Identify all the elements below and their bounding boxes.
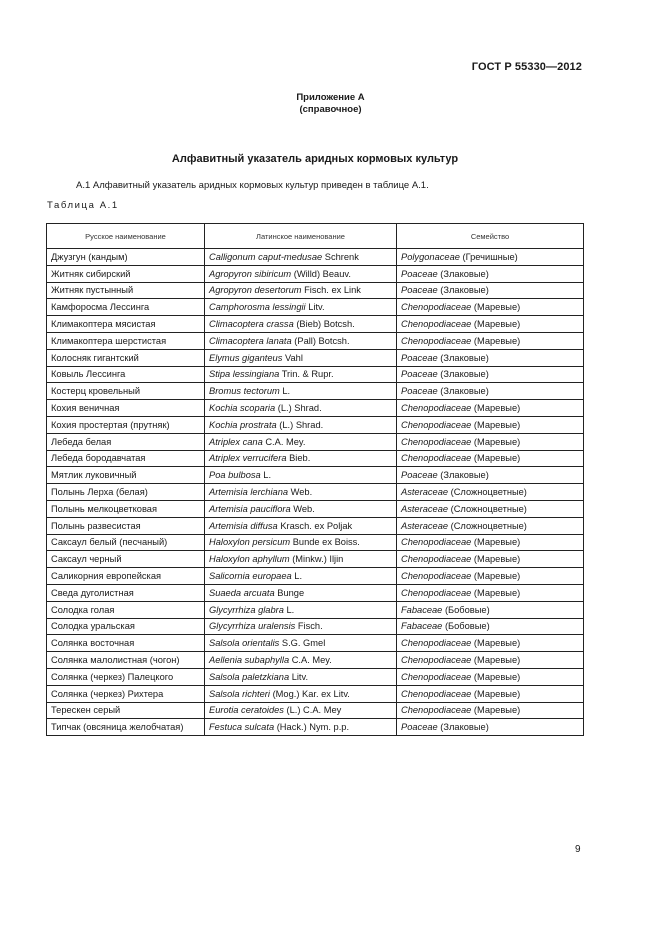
- table-row: [47, 584, 584, 601]
- appendix-title: Приложение А: [296, 92, 365, 103]
- russian-name-cell: [47, 400, 205, 417]
- latin-name-cell: [205, 282, 397, 299]
- latin-author: Bieb.: [286, 453, 311, 464]
- latin-author: (L.) C.A. Mey: [283, 705, 342, 716]
- family-latin: Poaceae: [401, 470, 438, 481]
- table-row: [47, 450, 584, 467]
- family-russian: (Злаковые): [437, 352, 489, 363]
- latin-name-cell: [205, 685, 397, 702]
- family-latin: Chenopodiaceae: [401, 319, 472, 330]
- family-cell: [397, 332, 584, 349]
- table-row: [47, 366, 584, 383]
- latin-binomial: Poa bulbosa: [209, 470, 261, 481]
- family-cell: [397, 299, 584, 316]
- russian-name: Полынь мелкоцветковая: [51, 503, 157, 514]
- family-russian: (Сложноцветные): [448, 520, 527, 531]
- latin-name-cell: [205, 517, 397, 534]
- latin-author: Fisch. ex Link: [301, 285, 361, 296]
- latin-binomial: Climacoptera lanata: [209, 335, 292, 346]
- table-row: [47, 316, 584, 333]
- russian-name-cell: [47, 265, 205, 282]
- family-russian: (Злаковые): [437, 369, 489, 380]
- russian-name-cell: [47, 366, 205, 383]
- latin-name-cell: [205, 249, 397, 266]
- latin-author: (Bieb) Botcsh.: [293, 319, 355, 330]
- russian-name: Ковыль Лессинга: [51, 369, 126, 380]
- family-cell: [397, 467, 584, 484]
- family-russian: (Бобовые): [442, 604, 490, 615]
- latin-name-cell: [205, 400, 397, 417]
- family-latin: Chenopodiaceae: [401, 302, 472, 313]
- latin-author: (Hack.) Nym. p.p.: [274, 722, 350, 733]
- latin-author: (L.) Shrad.: [275, 403, 322, 414]
- latin-name-cell: [205, 635, 397, 652]
- latin-binomial: Glycyrrhiza glabra: [209, 604, 284, 615]
- latin-name-cell: [205, 316, 397, 333]
- latin-name-cell: [205, 467, 397, 484]
- family-latin: Poaceae: [401, 285, 438, 296]
- russian-name: Полынь Лерха (белая): [51, 487, 148, 498]
- family-russian: (Маревые): [471, 655, 521, 666]
- family-latin: Chenopodiaceae: [401, 705, 472, 716]
- latin-author: L.: [283, 604, 295, 615]
- russian-name-cell: [47, 618, 205, 635]
- table-row: [47, 265, 584, 282]
- latin-name-cell: [205, 668, 397, 685]
- column-header-family: Семейство: [397, 224, 584, 249]
- latin-binomial: Climacoptera crassa: [209, 319, 294, 330]
- family-russian: (Сложноцветные): [448, 487, 527, 498]
- russian-name-cell: [47, 282, 205, 299]
- table-row: [47, 349, 584, 366]
- russian-name: Солодка уральская: [51, 621, 135, 632]
- family-cell: [397, 517, 584, 534]
- russian-name-cell: [47, 349, 205, 366]
- table-row: [47, 484, 584, 501]
- russian-name: Солянка восточная: [51, 638, 135, 649]
- table-row: [47, 685, 584, 702]
- latin-author: Litv.: [305, 302, 325, 313]
- family-russian: (Злаковые): [437, 386, 489, 397]
- family-cell: [397, 400, 584, 417]
- table-row: [47, 568, 584, 585]
- table-label: Таблица А.1: [47, 200, 119, 211]
- russian-name: Климакоптера шерстистая: [51, 335, 167, 346]
- latin-binomial: Eurotia ceratoides: [209, 705, 284, 716]
- latin-binomial: Salsola paletzkiana: [209, 671, 290, 682]
- latin-binomial: Stipa lessingiana: [209, 369, 280, 380]
- latin-author: C.A. Mey.: [289, 655, 332, 666]
- family-cell: [397, 500, 584, 517]
- family-russian: (Маревые): [471, 571, 521, 582]
- russian-name-cell: [47, 652, 205, 669]
- russian-name: Лебеда бородавчатая: [51, 453, 146, 464]
- column-header-latin: Латинское наименование: [205, 224, 397, 249]
- latin-binomial: Haloxylon aphyllum: [209, 554, 290, 565]
- table-row: [47, 534, 584, 551]
- table-row: [47, 601, 584, 618]
- family-latin: Fabaceae: [401, 604, 443, 615]
- russian-name: Терескен серый: [51, 705, 121, 716]
- russian-name-cell: [47, 702, 205, 719]
- latin-name-cell: [205, 652, 397, 669]
- latin-binomial: Agropyron desertorum: [209, 285, 302, 296]
- family-russian: (Маревые): [471, 688, 521, 699]
- family-cell: [397, 349, 584, 366]
- latin-name-cell: [205, 568, 397, 585]
- latin-binomial: Salicornia europaea: [209, 571, 292, 582]
- russian-name: Кохия простертая (прутняк): [51, 419, 170, 430]
- latin-name-cell: [205, 484, 397, 501]
- russian-name-cell: [47, 416, 205, 433]
- table-row: [47, 249, 584, 266]
- russian-name: Климакоптера мясистая: [51, 319, 156, 330]
- family-latin: Chenopodiaceae: [401, 638, 472, 649]
- table-row: [47, 299, 584, 316]
- family-cell: [397, 635, 584, 652]
- latin-author: Web.: [290, 503, 315, 514]
- family-latin: Chenopodiaceae: [401, 403, 472, 414]
- family-russian: (Маревые): [471, 671, 521, 682]
- family-cell: [397, 601, 584, 618]
- family-russian: (Маревые): [471, 335, 521, 346]
- russian-name: Саксаул белый (песчаный): [51, 537, 168, 548]
- latin-author: Trin. & Rupr.: [279, 369, 334, 380]
- russian-name-cell: [47, 467, 205, 484]
- latin-name-cell: [205, 349, 397, 366]
- table-row: [47, 702, 584, 719]
- table-row: [47, 618, 584, 635]
- latin-author: (Mog.) Kar. ex Litv.: [269, 688, 350, 699]
- family-russian: (Маревые): [471, 638, 521, 649]
- family-latin: Chenopodiaceae: [401, 537, 472, 548]
- document-code: ГОСТ Р 55330—2012: [471, 61, 582, 73]
- latin-name-cell: [205, 366, 397, 383]
- latin-binomial: Aellenia subaphylla: [209, 655, 290, 666]
- latin-name-cell: [205, 601, 397, 618]
- table-row: [47, 282, 584, 299]
- family-latin: Chenopodiaceae: [401, 453, 472, 464]
- russian-name-cell: [47, 719, 205, 736]
- table-body: [47, 249, 584, 736]
- table-row: [47, 719, 584, 736]
- family-russian: (Маревые): [471, 453, 521, 464]
- table-row: [47, 500, 584, 517]
- family-russian: (Маревые): [471, 705, 521, 716]
- family-russian: (Маревые): [471, 403, 521, 414]
- latin-binomial: Bromus tectorum: [209, 386, 280, 397]
- russian-name-cell: [47, 584, 205, 601]
- latin-name-cell: [205, 450, 397, 467]
- russian-name: Типчак (овсяница желобчатая): [51, 722, 184, 733]
- family-latin: Fabaceae: [401, 621, 443, 632]
- russian-name-cell: [47, 332, 205, 349]
- family-latin: Chenopodiaceae: [401, 671, 472, 682]
- family-russian: (Злаковые): [437, 470, 489, 481]
- latin-name-cell: [205, 332, 397, 349]
- latin-name-cell: [205, 265, 397, 282]
- russian-name: Камфоросма Лессинга: [51, 302, 150, 313]
- family-latin: Chenopodiaceae: [401, 688, 472, 699]
- russian-name-cell: [47, 668, 205, 685]
- table-row: [47, 400, 584, 417]
- family-cell: [397, 668, 584, 685]
- family-latin: Poaceae: [401, 386, 438, 397]
- family-latin: Chenopodiaceae: [401, 587, 472, 598]
- latin-author: Bunde ex Boiss.: [290, 537, 360, 548]
- russian-name: Полынь развесистая: [51, 520, 141, 531]
- latin-author: Fisch.: [295, 621, 323, 632]
- family-cell: [397, 265, 584, 282]
- russian-name: Саксаул черный: [51, 554, 122, 565]
- russian-name: Сведа дуголистная: [51, 587, 134, 598]
- latin-binomial: Festuca sulcata: [209, 722, 275, 733]
- latin-binomial: Atriplex verrucifera: [209, 453, 287, 464]
- latin-author: L.: [291, 571, 303, 582]
- section-heading: Алфавитный указатель аридных кормовых культур: [171, 153, 459, 165]
- latin-binomial: Suaeda arcuata: [209, 587, 275, 598]
- russian-name-cell: [47, 383, 205, 400]
- russian-name-cell: [47, 316, 205, 333]
- family-latin: Polygonaceae: [401, 251, 460, 262]
- family-cell: [397, 568, 584, 585]
- family-latin: Chenopodiaceae: [401, 335, 472, 346]
- table-row: [47, 635, 584, 652]
- latin-binomial: Salsola orientalis: [209, 638, 280, 649]
- family-russian: (Маревые): [471, 319, 521, 330]
- russian-name-cell: [47, 517, 205, 534]
- latin-author: (Willd) Beauv.: [291, 268, 351, 279]
- russian-name-cell: [47, 299, 205, 316]
- family-latin: Asteraceae: [401, 487, 449, 498]
- russian-name: Солодка голая: [51, 604, 115, 615]
- latin-name-cell: [205, 416, 397, 433]
- russian-name: Солянка (черкез) Палецкого: [51, 671, 174, 682]
- latin-binomial: Elymus giganteus: [209, 352, 283, 363]
- latin-name-cell: [205, 702, 397, 719]
- table-row: [47, 332, 584, 349]
- family-latin: Asteraceae: [401, 503, 449, 514]
- latin-name-cell: [205, 534, 397, 551]
- latin-name-cell: [205, 433, 397, 450]
- latin-author: (Minkw.) Iljin: [289, 554, 344, 565]
- russian-name-cell: [47, 635, 205, 652]
- russian-name: Лебеда белая: [51, 436, 112, 447]
- family-cell: [397, 584, 584, 601]
- family-cell: [397, 249, 584, 266]
- family-russian: (Маревые): [471, 537, 521, 548]
- appendix-subtitle: (справочное): [299, 104, 362, 115]
- russian-name-cell: [47, 433, 205, 450]
- family-cell: [397, 551, 584, 568]
- latin-name-cell: [205, 500, 397, 517]
- family-latin: Poaceae: [401, 352, 438, 363]
- russian-name-cell: [47, 685, 205, 702]
- column-header-russian: Русское наименование: [47, 224, 205, 249]
- family-latin: Chenopodiaceae: [401, 554, 472, 565]
- table-row: [47, 433, 584, 450]
- page-number: 9: [575, 844, 581, 855]
- latin-author: Bunge: [274, 587, 305, 598]
- latin-name-cell: [205, 719, 397, 736]
- family-russian: (Маревые): [471, 587, 521, 598]
- table-row: [47, 383, 584, 400]
- latin-author: L.: [260, 470, 272, 481]
- latin-author: Krasch. ex Poljak: [277, 520, 353, 531]
- latin-binomial: Agropyron sibiricum: [209, 268, 292, 279]
- family-cell: [397, 416, 584, 433]
- russian-name: Джузгун (кандым): [51, 251, 128, 262]
- russian-name: Колосняк гигантский: [51, 352, 139, 363]
- family-cell: [397, 618, 584, 635]
- latin-author: Web.: [288, 487, 313, 498]
- latin-author: L.: [279, 386, 291, 397]
- family-latin: Chenopodiaceae: [401, 436, 472, 447]
- russian-name: Костерц кровельный: [51, 386, 141, 397]
- russian-name-cell: [47, 601, 205, 618]
- russian-name: Кохия веничная: [51, 403, 120, 414]
- family-cell: [397, 719, 584, 736]
- latin-author: (L.) Shrad.: [276, 419, 324, 430]
- family-cell: [397, 316, 584, 333]
- russian-name-cell: [47, 484, 205, 501]
- latin-name-cell: [205, 618, 397, 635]
- family-cell: [397, 433, 584, 450]
- family-cell: [397, 383, 584, 400]
- family-russian: (Злаковые): [437, 268, 489, 279]
- crops-table: [46, 223, 584, 736]
- latin-binomial: Atriplex cana: [209, 436, 263, 447]
- latin-author: Schrenk: [322, 251, 359, 262]
- table-row: [47, 416, 584, 433]
- family-latin: Chenopodiaceae: [401, 419, 472, 430]
- latin-binomial: Glycyrrhiza uralensis: [209, 621, 296, 632]
- latin-author: S.G. Gmel: [279, 638, 326, 649]
- russian-name-cell: [47, 249, 205, 266]
- table-row: [47, 517, 584, 534]
- russian-name: Житняк пустынный: [51, 285, 134, 296]
- family-cell: [397, 685, 584, 702]
- russian-name: Саликорния европейская: [51, 571, 162, 582]
- latin-binomial: Artemisia pauciflora: [209, 503, 291, 514]
- family-cell: [397, 484, 584, 501]
- table-row: [47, 668, 584, 685]
- family-russian: (Маревые): [471, 302, 521, 313]
- family-cell: [397, 534, 584, 551]
- latin-author: Vahl: [282, 352, 303, 363]
- latin-name-cell: [205, 551, 397, 568]
- russian-name-cell: [47, 568, 205, 585]
- family-latin: Asteraceae: [401, 520, 449, 531]
- latin-binomial: Artemisia diffusa: [209, 520, 278, 531]
- latin-author: Litv.: [289, 671, 309, 682]
- family-latin: Chenopodiaceae: [401, 655, 472, 666]
- family-latin: Poaceae: [401, 268, 438, 279]
- family-russian: (Маревые): [471, 436, 521, 447]
- latin-binomial: Salsola richteri: [209, 688, 270, 699]
- family-russian: (Злаковые): [437, 722, 489, 733]
- table-row: [47, 551, 584, 568]
- family-cell: [397, 282, 584, 299]
- family-russian: (Злаковые): [437, 285, 489, 296]
- family-russian: (Сложноцветные): [448, 503, 527, 514]
- latin-name-cell: [205, 299, 397, 316]
- russian-name-cell: [47, 534, 205, 551]
- family-cell: [397, 366, 584, 383]
- family-russian: (Гречишные): [459, 251, 518, 262]
- russian-name-cell: [47, 500, 205, 517]
- latin-binomial: Kochia prostrata: [209, 419, 277, 430]
- latin-binomial: Haloxylon persicum: [209, 537, 291, 548]
- russian-name-cell: [47, 551, 205, 568]
- table-row: [47, 652, 584, 669]
- family-latin: Chenopodiaceae: [401, 571, 472, 582]
- latin-name-cell: [205, 383, 397, 400]
- latin-author: C.A. Mey.: [262, 436, 306, 447]
- latin-binomial: Artemisia lerchiana: [209, 487, 289, 498]
- table-header-row: [47, 224, 584, 249]
- family-latin: Poaceae: [401, 369, 438, 380]
- russian-name-cell: [47, 450, 205, 467]
- latin-binomial: Kochia scoparia: [209, 403, 276, 414]
- latin-binomial: Calligonum caput-medusae: [209, 251, 323, 262]
- intro-paragraph: А.1 Алфавитный указатель аридных кормовых культур приведен в таблице А.1.: [76, 180, 429, 191]
- family-russian: (Маревые): [471, 554, 521, 565]
- russian-name: Житняк сибирский: [51, 268, 131, 279]
- latin-author: (Pall) Botcsh.: [291, 335, 350, 346]
- russian-name: Солянка (черкез) Рихтера: [51, 688, 164, 699]
- latin-name-cell: [205, 584, 397, 601]
- russian-name: Солянка малолистная (чогон): [51, 655, 180, 666]
- family-cell: [397, 702, 584, 719]
- family-cell: [397, 652, 584, 669]
- table-row: [47, 467, 584, 484]
- latin-binomial: Camphorosma lessingii: [209, 302, 306, 313]
- family-cell: [397, 450, 584, 467]
- family-latin: Poaceae: [401, 722, 438, 733]
- family-russian: (Бобовые): [442, 621, 490, 632]
- family-russian: (Маревые): [471, 419, 521, 430]
- russian-name: Мятлик луковичный: [51, 470, 137, 481]
